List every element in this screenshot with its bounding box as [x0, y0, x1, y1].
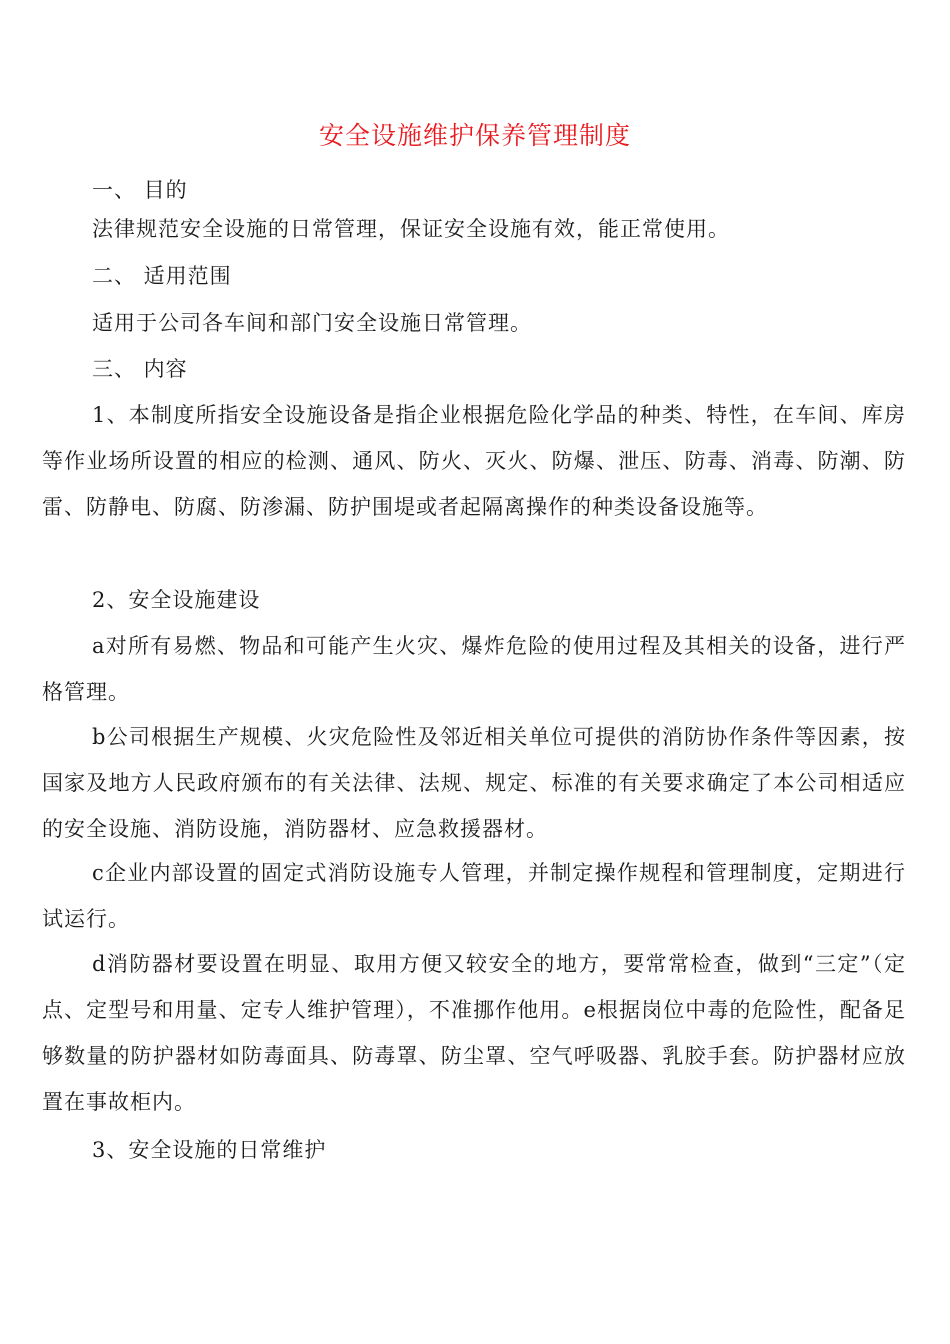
content-item-2: 2、安全设施建设	[92, 588, 261, 612]
section-body-purpose: 法律规范安全设施的日常管理，保证安全设施有效，能正常使用。	[92, 217, 730, 241]
section-body-scope: 适用于公司各车间和部门安全设施日常管理。	[92, 311, 532, 335]
section-heading-purpose: 一、 目的	[92, 178, 188, 202]
content-item-2b: b公司根据生产规模、火灾危险性及邻近相关单位可提供的消防协作条件等因素，按国家及地方人民政府颁布的有关法律、法规、规定、标准的有关要求确定了本公司相适应的安全设施、消防设施，消防器材、应急救援器材。	[42, 725, 906, 841]
content-item-3: 3、安全设施的日常维护	[92, 1138, 327, 1162]
content-item-2c: c企业内部设置的固定式消防设施专人管理，并制定操作规程和管理制度，定期进行试运行。	[42, 861, 906, 931]
section-heading-scope: 二、 适用范围	[92, 264, 232, 288]
content-item-2d: d消防器材要设置在明显、取用方便又较安全的地方，要常常检查，做到“三定”（定点、定型号和用量、定专人维护管理），不准挪作他用。e根据岗位中毒的危险性，配备足够数量的防护器材如防毒面具、防毒罩、防尘罩、空气呼吸器、乳胶手套。防护器材应放置在事故柜内。	[42, 952, 906, 1114]
section-heading-content: 三、 内容	[92, 357, 188, 381]
document-title: 安全设施维护保养管理制度	[318, 121, 631, 150]
content-item-2a: a对所有易燃、物品和可能产生火灾、爆炸危险的使用过程及其相关的设备，进行严格管理。	[42, 634, 906, 704]
content-item-1: 1、本制度所指安全设施设备是指企业根据危险化学品的种类、特性，在车间、库房等作业场所设置的相应的检测、通风、防火、灭火、防爆、泄压、防毒、消毒、防潮、防雷、防静电、防腐、防渗漏、防护围堤或者起隔离操作的种类设备设施等。	[42, 403, 906, 519]
